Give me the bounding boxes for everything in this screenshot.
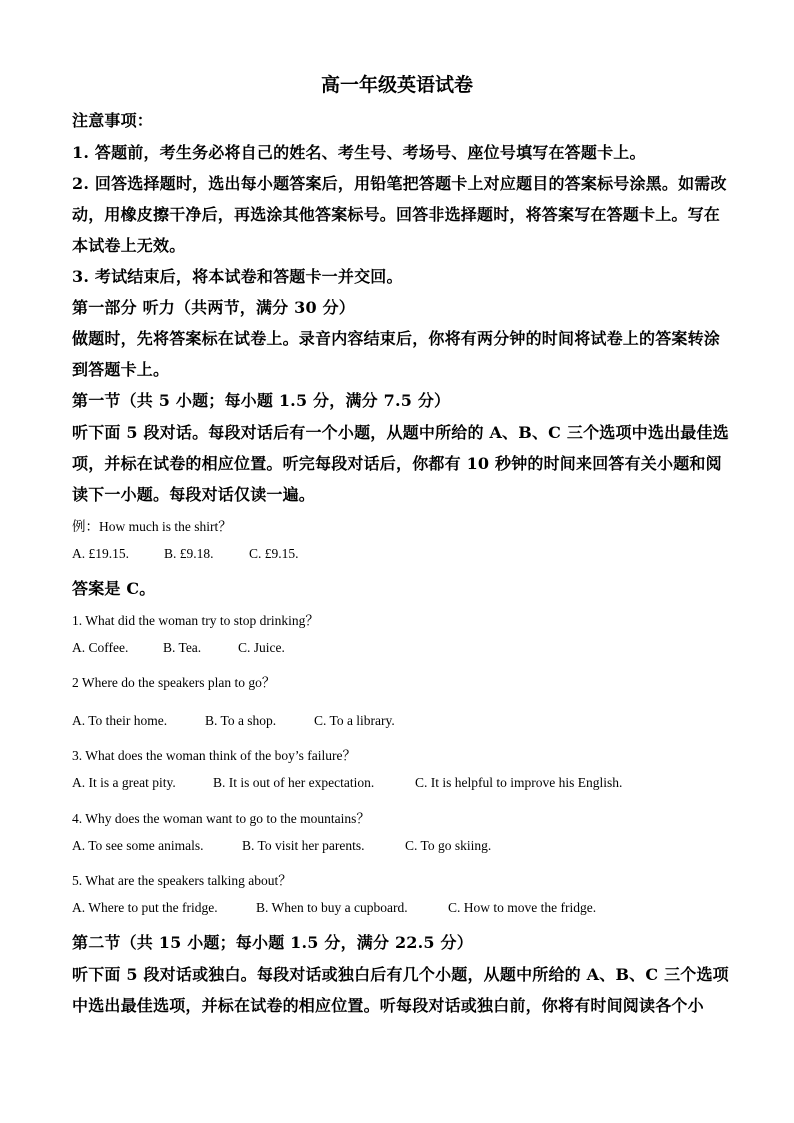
option-b: B. £9.18. <box>164 546 214 561</box>
section2-intro-line-1: 听下面 5 段对话或独白。每段对话或独白后有几个小题，从题中所给的 A、B、C 三个选项 <box>72 965 729 984</box>
option-b: B. To a shop. <box>205 713 277 728</box>
section1-intro-line-2: 项，并标在试卷的相应位置。听完每段对话后，你都有 10 秒钟的时间来回答有关小题和阅 <box>72 454 722 473</box>
notice-item-2-line-2: 动，用橡皮擦干净后，再选涂其他答案标号。回答非选择题时，将答案写在答题卡上。写在 <box>72 205 721 224</box>
section2-heading: 第二节（共 15 小题；每小题 1.5 分，满分 22.5 分） <box>72 933 473 952</box>
question-4: 4. Why does the woman want to go to the mountains？ <box>72 811 370 826</box>
page-title: 高一年级英语试卷 <box>320 74 473 96</box>
section1-intro-line-3: 读下一小题。每段对话仅读一遍。 <box>72 485 316 504</box>
notice-item-2-line-3: 本试卷上无效。 <box>72 236 186 255</box>
question-5-options <box>72 900 722 918</box>
option-b: B. When to buy a cupboard. <box>256 900 408 915</box>
option-c: C. How to move the fridge. <box>448 900 597 915</box>
option-b: B. It is out of her expectation. <box>213 775 375 790</box>
example-options <box>72 546 722 564</box>
option-a: A. It is a great pity. <box>72 775 176 790</box>
question-3-options <box>72 775 722 793</box>
question-2: 2 Where do the speakers plan to go？ <box>72 675 276 690</box>
notice-item-3: 3. 考试结束后，将本试卷和答题卡一并交回。 <box>72 267 403 286</box>
part1-intro-line-1: 做题时，先将答案标在试卷上。录音内容结束后，你将有两分钟的时间将试卷上的答案转涂 <box>72 329 721 348</box>
part1-heading: 第一部分 听力（共两节，满分 30 分） <box>72 298 355 317</box>
option-a: A. To see some animals. <box>72 838 204 853</box>
option-b: B. To visit her parents. <box>242 838 365 853</box>
question-3: 3. What does the woman think of the boy’s failure？ <box>72 748 356 763</box>
option-a: A. £19.15. <box>72 546 129 561</box>
question-1-options <box>72 640 722 658</box>
part1-intro-line-2: 到答题卡上。 <box>72 360 170 379</box>
option-c: C. It is helpful to improve his English. <box>415 775 623 790</box>
option-a: A. Where to put the fridge. <box>72 900 218 915</box>
option-c: C. To go skiing. <box>405 838 492 853</box>
section2-intro-line-2: 中选出最佳选项，并标在试卷的相应位置。听每段对话或独白前，你将有时间阅读各个小 <box>72 996 704 1015</box>
option-b: B. Tea. <box>163 640 202 655</box>
question-5: 5. What are the speakers talking about？ <box>72 873 292 888</box>
section1-heading: 第一节（共 5 小题；每小题 1.5 分，满分 7.5 分） <box>72 391 451 410</box>
question-1: 1. What did the woman try to stop drinking？ <box>72 613 319 628</box>
option-c: C. To a library. <box>314 713 395 728</box>
option-a: A. Coffee. <box>72 640 129 655</box>
question-4-options <box>72 838 722 856</box>
example-answer: 答案是 C。 <box>72 579 156 598</box>
example-question: 例：How much is the shirt？ <box>72 519 232 534</box>
notice-item-1: 1. 答题前，考生务必将自己的姓名、考生号、考场号、座位号填写在答题卡上。 <box>72 143 646 162</box>
option-c: C. £9.15. <box>249 546 299 561</box>
option-c: C. Juice. <box>238 640 285 655</box>
question-2-options <box>72 713 722 731</box>
notice-heading: 注意事项： <box>72 111 154 130</box>
notice-item-2-line-1: 2. 回答选择题时，选出每小题答案后，用铅笔把答题卡上对应题目的答案标号涂黑。如需改 <box>72 174 727 193</box>
option-a: A. To their home. <box>72 713 168 728</box>
section1-intro-line-1: 听下面 5 段对话。每段对话后有一个小题，从题中所给的 A、B、C 三个选项中选出最佳选 <box>72 423 729 442</box>
